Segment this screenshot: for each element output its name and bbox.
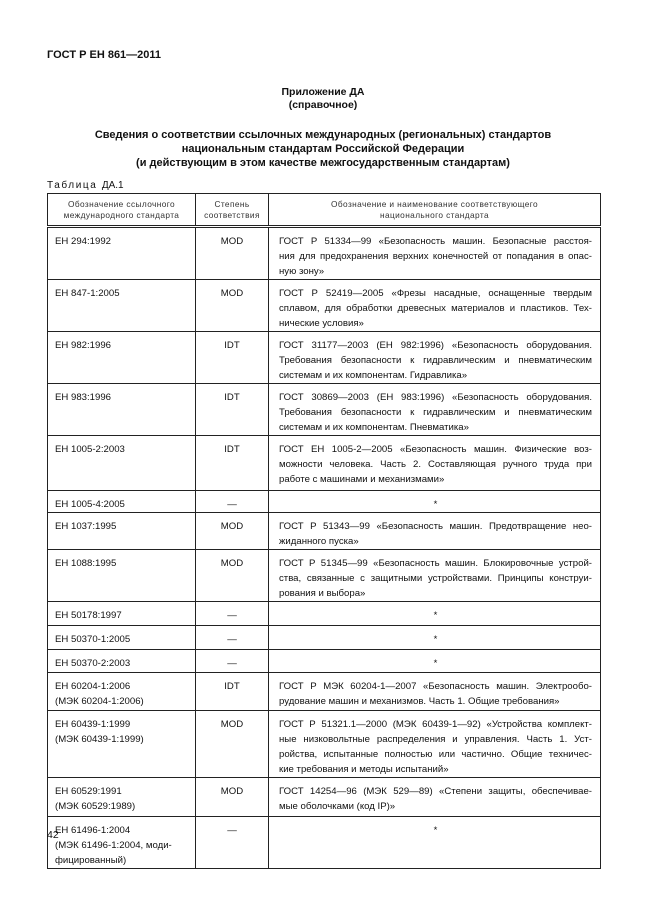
title-line: национальным стандартам Российской Федерации <box>181 143 465 155</box>
cell-national-standard <box>269 673 601 711</box>
cell-international-standard <box>48 550 196 602</box>
table-caption <box>47 180 124 191</box>
table-row <box>48 280 601 332</box>
national-line: ГОСТ 31177—2003 (ЕН 982:1996) «Безопасность оборудования. <box>279 340 592 351</box>
cell-international-standard <box>48 778 196 817</box>
table-row <box>48 513 601 550</box>
national-line: ГОСТ 30869—2003 (ЕН 983:1996) «Безопасность оборудования. <box>279 392 592 403</box>
appendix-heading <box>0 86 646 112</box>
std-line: ЕН 1088:1995 <box>55 558 117 569</box>
national-line: мые оболочками (код IP)» <box>279 801 396 812</box>
std-line: ЕН 294:1992 <box>55 236 112 247</box>
national-line: ГОСТ Р 51334—99 «Безопасность машин. Безопасные расстоя- <box>279 236 592 247</box>
national-line: Требования безопасности к гидравлическим и пневматическим <box>279 355 592 366</box>
national-line: кие требования и методы испытаний» <box>279 764 449 775</box>
cell-national-standard <box>269 650 601 673</box>
std-line: ЕН 847-1:2005 <box>55 288 120 299</box>
appendix-title: Приложение ДА <box>281 86 365 98</box>
cell-national-standard <box>269 550 601 602</box>
national-line: рования и выбора» <box>279 588 366 599</box>
std-line: ЕН 61496-1:2004 <box>55 825 131 836</box>
national-line: ГОСТ Р 51343—99 «Безопасность машин. Предотвращение нео- <box>279 521 592 532</box>
std-line: ЕН 50370-1:2005 <box>55 634 131 645</box>
national-line: * <box>433 825 438 836</box>
table-row <box>48 626 601 650</box>
national-line: * <box>433 634 438 645</box>
std-line: ЕН 1005-4:2005 <box>55 499 125 510</box>
cell-national-standard <box>269 778 601 817</box>
cell-international-standard <box>48 491 196 513</box>
cell-national-standard <box>269 332 601 384</box>
title-line: (и действующим в этом качестве межгосударственным стандартам) <box>136 157 510 169</box>
national-line: нические условия» <box>279 318 364 329</box>
cell-degree: — <box>196 491 269 513</box>
table-row <box>48 384 601 436</box>
national-line: ГОСТ Р 51345—99 «Безопасность машин. Блокировочные устрой- <box>279 558 592 569</box>
table-row <box>48 650 601 673</box>
section-title <box>0 128 646 170</box>
national-line: сплавом, для обработки древесных материалов и пластиков. Тех- <box>279 303 592 314</box>
cell-degree: MOD <box>196 711 269 778</box>
cell-international-standard <box>48 227 196 280</box>
cell-national-standard <box>269 227 601 280</box>
cell-degree: MOD <box>196 513 269 550</box>
header-degree: Степень соответствия <box>196 194 269 227</box>
national-line: рудование машин и механизмов. Часть 1. Общие требования» <box>279 696 560 707</box>
national-line: ную зону» <box>279 266 325 277</box>
std-line: ЕН 983:1996 <box>55 392 112 403</box>
table-row <box>48 602 601 626</box>
cell-international-standard <box>48 384 196 436</box>
cell-degree: — <box>196 602 269 626</box>
cell-international-standard <box>48 436 196 491</box>
table-caption-number: ДА.1 <box>101 180 124 191</box>
correspondence-table <box>47 193 601 869</box>
std-line: ЕН 50370-2:2003 <box>55 658 131 669</box>
table-row <box>48 711 601 778</box>
document-code: ГОСТ Р ЕН 861—2011 <box>47 49 162 61</box>
national-line: Требования безопасности к гидравлическим и пневматическим <box>279 407 592 418</box>
national-line: * <box>433 658 438 669</box>
cell-degree: — <box>196 817 269 869</box>
cell-international-standard <box>48 332 196 384</box>
header-international-standard: Обозначение ссылочного международного стандарта <box>48 194 196 227</box>
cell-degree: IDT <box>196 673 269 711</box>
page-number: 42 <box>47 829 59 841</box>
std-line: ЕН 1037:1995 <box>55 521 117 532</box>
national-line: ГОСТ ЕН 1005-2—2005 «Безопасность машин. Физические воз- <box>279 444 592 455</box>
std-line: ЕН 50178:1997 <box>55 610 122 621</box>
national-line: жиданного пуска» <box>279 536 359 547</box>
table-row <box>48 227 601 280</box>
cell-degree: IDT <box>196 332 269 384</box>
table-header-row <box>48 194 601 227</box>
cell-international-standard <box>48 817 196 869</box>
table-row <box>48 673 601 711</box>
national-line: системам и их компонентам. Гидравлика» <box>279 370 468 381</box>
national-line: ГОСТ Р МЭК 60204-1—2007 «Безопасность машин. Электрообо- <box>279 681 592 692</box>
header-national-standard: Обозначение и наименование соответствующего национального стандарта <box>269 194 601 227</box>
cell-international-standard <box>48 650 196 673</box>
cell-national-standard <box>269 626 601 650</box>
cell-international-standard <box>48 280 196 332</box>
cell-degree: MOD <box>196 778 269 817</box>
national-line: * <box>433 610 438 621</box>
cell-degree: IDT <box>196 384 269 436</box>
cell-degree: MOD <box>196 280 269 332</box>
cell-international-standard <box>48 711 196 778</box>
cell-degree: — <box>196 626 269 650</box>
cell-national-standard <box>269 280 601 332</box>
cell-national-standard <box>269 384 601 436</box>
cell-national-standard <box>269 513 601 550</box>
std-line: ЕН 1005-2:2003 <box>55 444 125 455</box>
national-line: системам и их компонентам. Пневматика» <box>279 422 469 433</box>
cell-national-standard <box>269 436 601 491</box>
table-row <box>48 817 601 869</box>
cell-international-standard <box>48 602 196 626</box>
appendix-subtitle: (справочное) <box>288 99 358 111</box>
cell-national-standard <box>269 602 601 626</box>
cell-national-standard <box>269 491 601 513</box>
std-line: ЕН 60529:1991 <box>55 786 122 797</box>
national-line: ния для предохранения верхних конечностей от попадания в опас- <box>279 251 592 262</box>
cell-international-standard <box>48 626 196 650</box>
national-line: ройства, испытанные полностью или частично. Общие техничес- <box>279 749 592 760</box>
table-row <box>48 491 601 513</box>
cell-degree: — <box>196 650 269 673</box>
national-line: ГОСТ 14254—96 (МЭК 529—89) «Степени защиты, обеспечивае- <box>279 786 592 797</box>
cell-national-standard <box>269 817 601 869</box>
std-line: (МЭК 60439-1:1999) <box>55 734 144 745</box>
table-row <box>48 436 601 491</box>
table-row <box>48 550 601 602</box>
national-line: работе с машинами и механизмами» <box>279 474 445 485</box>
std-line: ЕН 60439-1:1999 <box>55 719 131 730</box>
cell-degree: MOD <box>196 550 269 602</box>
cell-international-standard <box>48 673 196 711</box>
national-line: ГОСТ Р 52419—2005 «Фрезы насадные, оснащенные твердым <box>279 288 592 299</box>
national-line: ГОСТ Р 51321.1—2000 (МЭК 60439-1—92) «Устройства комплект- <box>279 719 592 730</box>
std-line: (МЭК 61496-1:2004, моди- <box>55 840 172 851</box>
cell-degree: IDT <box>196 436 269 491</box>
std-line: фицированный) <box>55 855 127 866</box>
std-line: (МЭК 60529:1989) <box>55 801 136 812</box>
national-line: * <box>433 499 438 510</box>
national-line: ства, связанные с защитными устройствами. Принципы конструи- <box>279 573 592 584</box>
std-line: ЕН 982:1996 <box>55 340 112 351</box>
table-caption-label: Таблица <box>47 180 98 191</box>
table-row <box>48 332 601 384</box>
cell-degree: MOD <box>196 227 269 280</box>
title-line: Сведения о соответствии ссылочных международных (региональных) стандартов <box>94 129 552 141</box>
std-line: ЕН 60204-1:2006 <box>55 681 131 692</box>
cell-national-standard <box>269 711 601 778</box>
national-line: можности человека. Часть 2. Составляющая ручного труда при <box>279 459 592 470</box>
national-line: ные низковольтные распределения и управления. Часть 1. Уст- <box>279 734 592 745</box>
std-line: (МЭК 60204-1:2006) <box>55 696 144 707</box>
table-row <box>48 778 601 817</box>
cell-international-standard <box>48 513 196 550</box>
